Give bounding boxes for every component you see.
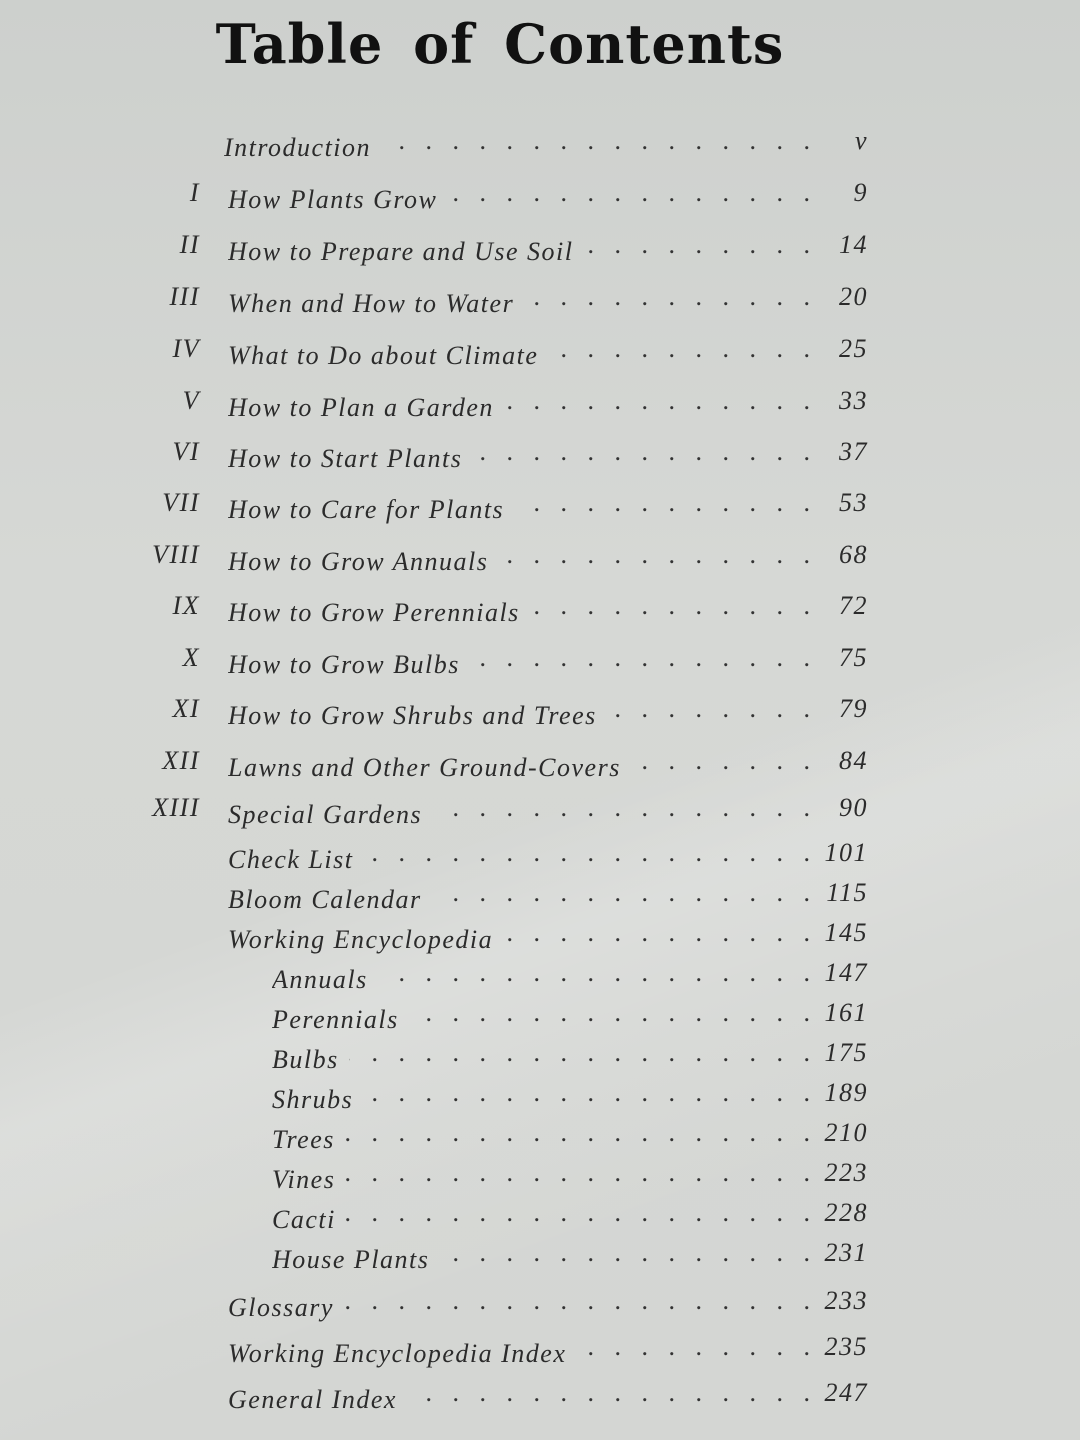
entry-title: How to Grow Bulbs (228, 650, 460, 679)
toc-entry (0, 178, 1080, 218)
toc-entry (0, 1038, 1080, 1078)
page-number: 68 (839, 540, 868, 569)
entry-title-with-leader (228, 488, 810, 525)
entry-title: How to Grow Annuals (228, 547, 489, 576)
entry-title: House Plants (272, 1245, 430, 1274)
entry-title-with-leader (272, 998, 810, 1035)
page-number: 14 (839, 230, 868, 259)
toc-entry (0, 488, 1080, 528)
dot-leader (363, 1078, 810, 1108)
entry-title-with-leader (228, 643, 810, 680)
dot-leader (524, 282, 810, 312)
toc-entry (0, 1378, 1080, 1418)
dot-leader (498, 540, 810, 570)
page-number: 75 (839, 643, 868, 672)
dot-leader (346, 1198, 810, 1228)
entry-title-with-leader (228, 746, 810, 783)
entry-title: Lawns and Other Ground-Covers (228, 753, 621, 782)
entry-title-with-leader (228, 878, 810, 915)
chapter-number: V (182, 386, 200, 415)
entry-title-with-leader (228, 694, 810, 731)
dot-leader (607, 694, 810, 724)
toc-entry (0, 1198, 1080, 1238)
entry-title-with-leader (272, 1198, 810, 1235)
chapter-number: XIII (152, 793, 200, 822)
toc-entry (0, 1332, 1080, 1372)
entry-title-with-leader (272, 1158, 810, 1195)
page-number: 145 (824, 918, 868, 947)
entry-title-with-leader (228, 386, 810, 423)
entry-title: Glossary (228, 1293, 334, 1322)
toc-entry (0, 386, 1080, 426)
dot-leader (447, 178, 810, 208)
page-number: 37 (839, 437, 868, 466)
entry-title-with-leader (228, 1378, 810, 1415)
page-number: 115 (826, 878, 868, 907)
page-number: 20 (839, 282, 868, 311)
entry-title: Perennials (272, 1005, 399, 1034)
entry-title-with-leader (272, 1118, 810, 1155)
toc-entry (0, 643, 1080, 683)
entry-title: How to Prepare and Use Soil (228, 237, 574, 266)
dot-leader (548, 334, 810, 364)
entry-title: Vines (272, 1165, 336, 1194)
page-number: 175 (824, 1038, 868, 1067)
page-number: 231 (824, 1238, 868, 1267)
entry-title: How to Plan a Garden (228, 393, 494, 422)
dot-leader (349, 1038, 810, 1068)
toc-entry (0, 838, 1080, 878)
entry-title: Bulbs (272, 1045, 339, 1074)
entry-title-with-leader (228, 1286, 810, 1323)
chapter-number: III (169, 282, 200, 311)
entry-title: Shrubs (272, 1085, 354, 1114)
entry-title-with-leader (228, 178, 810, 215)
chapter-number: VIII (152, 540, 200, 569)
entry-title-with-leader (272, 1078, 810, 1115)
chapter-number: I (189, 178, 200, 207)
chapter-number: IV (172, 334, 200, 363)
entry-title: How to Grow Shrubs and Trees (228, 701, 597, 730)
page-number: 247 (824, 1378, 868, 1407)
toc-entry (0, 1118, 1080, 1158)
page-number: 233 (824, 1286, 868, 1315)
page-number: 84 (839, 746, 868, 775)
page-number: 79 (839, 694, 868, 723)
dot-leader (407, 1378, 810, 1408)
toc-entry (0, 1078, 1080, 1118)
toc-entry (0, 1238, 1080, 1278)
page-number: 33 (839, 386, 868, 415)
dot-leader (381, 126, 810, 156)
toc-entry (0, 230, 1080, 270)
entry-title: Bloom Calendar (228, 885, 422, 914)
entry-title-with-leader (224, 126, 810, 163)
dot-leader (504, 386, 810, 416)
dot-leader (345, 1158, 810, 1188)
chapter-number: XI (172, 694, 200, 723)
dot-leader (439, 1238, 810, 1268)
dot-leader (432, 878, 810, 908)
entry-title-with-leader (272, 958, 810, 995)
page-number: 235 (824, 1332, 868, 1361)
dot-leader (409, 998, 810, 1028)
page-number: 90 (839, 793, 868, 822)
entry-title-with-leader (228, 230, 810, 267)
chapter-number: II (179, 230, 200, 259)
entry-title: General Index (228, 1385, 397, 1414)
toc-entry (0, 793, 1080, 833)
entry-title-with-leader (228, 793, 810, 830)
dot-leader (576, 1332, 810, 1362)
page-number: 72 (839, 591, 868, 620)
page-title: Table of Contents (215, 12, 785, 76)
entry-title-with-leader (228, 437, 810, 474)
toc-entry (0, 126, 1080, 166)
dot-leader (378, 958, 810, 988)
entry-title: Annuals (272, 965, 368, 994)
dot-leader (470, 643, 810, 673)
toc-entry (0, 746, 1080, 786)
page-number: 101 (824, 838, 868, 867)
chapter-number: VI (172, 437, 200, 466)
entry-title-with-leader (228, 591, 810, 628)
dot-leader (364, 838, 811, 868)
page-number: 53 (839, 488, 868, 517)
dot-leader (345, 1118, 810, 1148)
entry-title-with-leader (228, 282, 810, 319)
entry-title: Cacti (272, 1205, 336, 1234)
entry-title: How to Grow Perennials (228, 598, 520, 627)
entry-title: What to Do about Climate (228, 341, 539, 370)
toc-entry (0, 334, 1080, 374)
entry-title: Working Encyclopedia (228, 925, 494, 954)
entry-title: Special Gardens (228, 800, 423, 829)
page-number: 147 (824, 958, 868, 987)
toc-entry (0, 1158, 1080, 1198)
entry-title-with-leader (228, 838, 810, 875)
entry-title: How to Start Plants (228, 444, 463, 473)
entry-title: Introduction (224, 133, 372, 162)
dot-leader (503, 918, 810, 948)
entry-title-with-leader (228, 918, 810, 955)
toc-entry (0, 540, 1080, 580)
toc-entry (0, 591, 1080, 631)
dot-leader (344, 1286, 810, 1316)
entry-title: When and How to Water (228, 289, 515, 318)
entry-title: Check List (228, 845, 354, 874)
chapter-number: X (182, 643, 200, 672)
dot-leader (584, 230, 811, 260)
chapter-number: IX (172, 591, 200, 620)
page-number: 228 (824, 1198, 868, 1227)
page-number: 223 (824, 1158, 868, 1187)
dot-leader (514, 488, 810, 518)
entry-title-with-leader (272, 1038, 810, 1075)
page-number: 161 (824, 998, 868, 1027)
entry-title-with-leader (228, 1332, 810, 1369)
entry-title: How to Care for Plants (228, 495, 505, 524)
entry-title: Working Encyclopedia Index (228, 1339, 567, 1368)
entry-title: Trees (272, 1125, 335, 1154)
entry-title-with-leader (228, 334, 810, 371)
dot-leader (530, 591, 810, 621)
dot-leader (472, 437, 810, 467)
toc-entry (0, 918, 1080, 958)
toc-entry (0, 998, 1080, 1038)
chapter-number: VII (162, 488, 200, 517)
page-number: 210 (824, 1118, 868, 1147)
dot-leader (432, 793, 810, 823)
toc-entry (0, 437, 1080, 477)
entry-title-with-leader (228, 540, 810, 577)
toc-entry (0, 694, 1080, 734)
dot-leader (631, 746, 810, 776)
toc-entry (0, 282, 1080, 322)
toc-entry (0, 958, 1080, 998)
chapter-number: XII (162, 746, 200, 775)
page-number: 9 (853, 178, 868, 207)
entry-title: How Plants Grow (228, 185, 438, 214)
toc-entry (0, 878, 1080, 918)
toc-entry (0, 1286, 1080, 1326)
entry-title-with-leader (272, 1238, 810, 1275)
page-number: 189 (824, 1078, 868, 1107)
page-number: v (854, 126, 868, 155)
page-number: 25 (839, 334, 868, 363)
